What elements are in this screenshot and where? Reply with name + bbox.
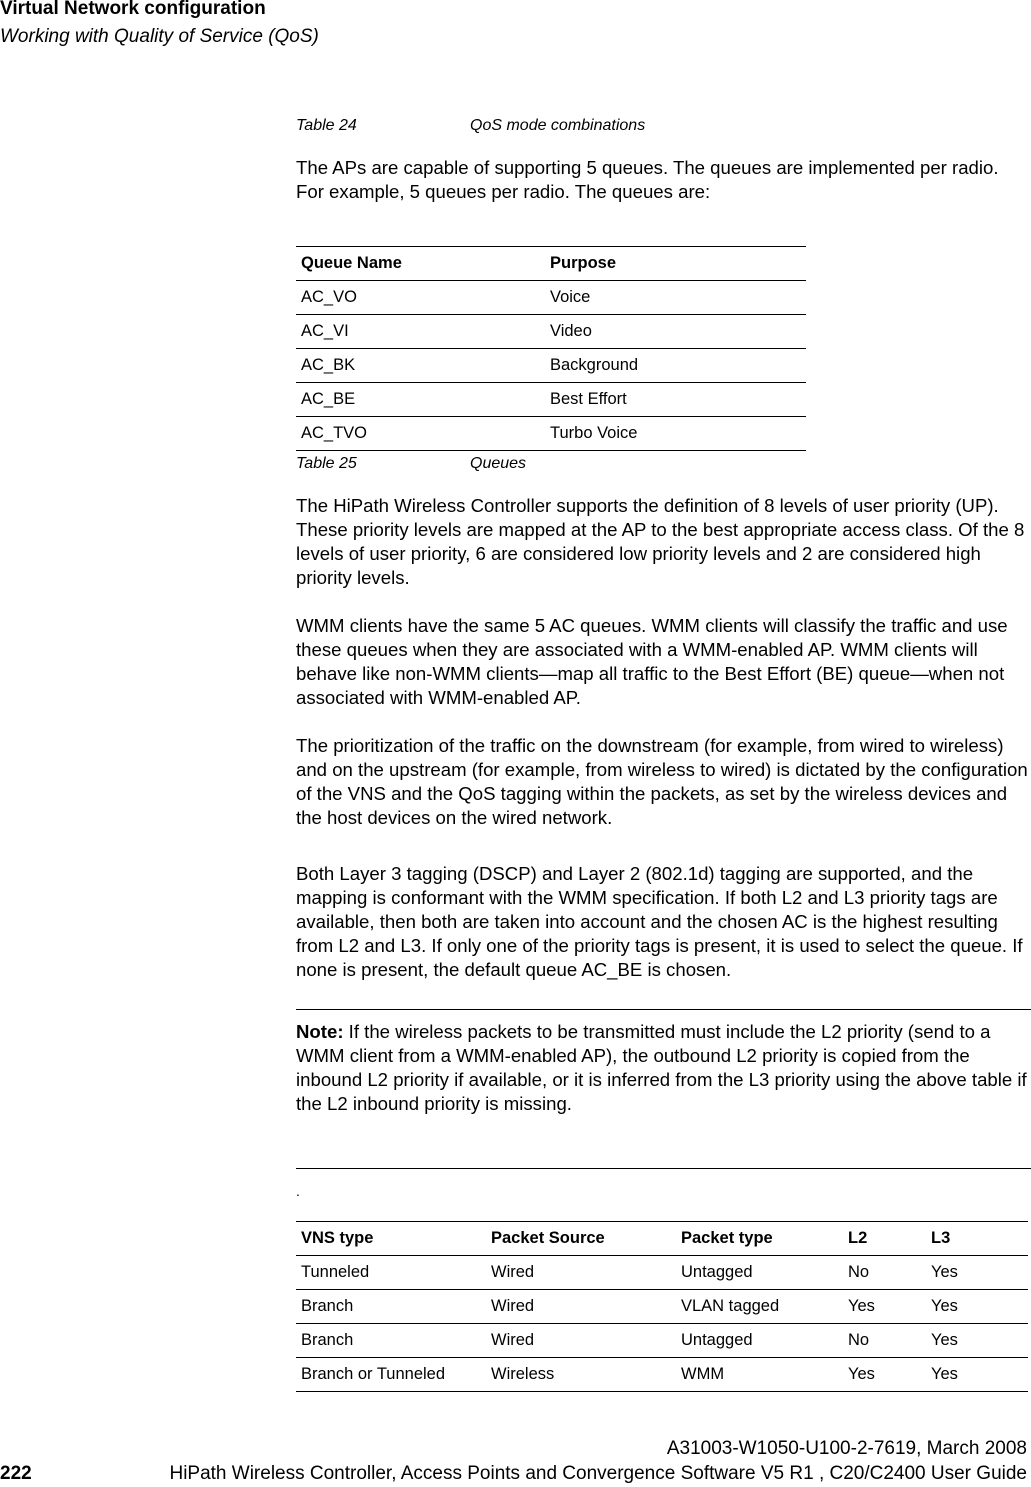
- table-cell: Branch: [296, 1290, 486, 1324]
- paragraph-wmm-clients: WMM clients have the same 5 AC queues. WMM clients will classify the traffic and use these queues when they are associated with a WMM-enabled AP. WMM clients will behave like non-WMM clients—map all traffic to the Best Effort (BE) queue—when not associated with WMM-enabled AP.: [296, 615, 1008, 708]
- column-header: Purpose: [545, 247, 806, 281]
- running-header-title: Virtual Network configuration: [0, 0, 266, 19]
- column-header: L2: [843, 1222, 926, 1256]
- table-header-row: [296, 247, 806, 281]
- table-cell: Yes: [926, 1256, 1028, 1290]
- table-cell: Yes: [843, 1290, 926, 1324]
- table-cell: Voice: [545, 281, 806, 315]
- note-block: [296, 1020, 1031, 1116]
- table-cell: AC_VO: [296, 281, 545, 315]
- table-cell: AC_VI: [296, 315, 545, 349]
- table-cell: Best Effort: [545, 383, 806, 417]
- caption-title: QoS mode combinations: [470, 117, 646, 134]
- paragraph-tagging: Both Layer 3 tagging (DSCP) and Layer 2 (802.1d) tagging are supported, and the mapping is conformant with the WMM specification. If both L2 and L3 priority tags are available, then both are taken into account and the chosen AC is the highest resulting from L2 and L3. If only one of the priority tags is present, it is used to select the queue. If none is present, the default queue AC_BE is chosen.: [296, 863, 1023, 980]
- stray-period: .: [296, 1183, 300, 1199]
- table-cell: AC_TVO: [296, 417, 545, 451]
- table-cell: Wireless: [486, 1358, 676, 1392]
- table-cell: Wired: [486, 1290, 676, 1324]
- caption-label: Table 25: [296, 455, 357, 472]
- table-cell: No: [843, 1324, 926, 1358]
- table-cell: Yes: [843, 1358, 926, 1392]
- table-cell: Untagged: [676, 1256, 843, 1290]
- running-header-subtitle: Working with Quality of Service (QoS): [0, 26, 319, 47]
- table-24-caption: [296, 117, 645, 135]
- table-cell: AC_BE: [296, 383, 545, 417]
- note-top-rule: [296, 1009, 1031, 1010]
- table-row: [296, 417, 806, 451]
- note-label: Note:: [296, 1021, 344, 1042]
- table-row: [296, 315, 806, 349]
- table-cell: Wired: [486, 1324, 676, 1358]
- table-25-caption: [296, 455, 526, 473]
- table-row: [296, 281, 806, 315]
- table-row: [296, 1290, 1028, 1324]
- table-row: [296, 1324, 1028, 1358]
- table-row: [296, 383, 806, 417]
- table-cell: Branch: [296, 1324, 486, 1358]
- column-header: VNS type: [296, 1222, 486, 1256]
- table-cell: Yes: [926, 1324, 1028, 1358]
- page-number: 222: [0, 1463, 32, 1484]
- table-cell: Video: [545, 315, 806, 349]
- paragraph-queues-intro: The APs are capable of supporting 5 queues. The queues are implemented per radio. For example, 5 queues per radio. The queues are:: [296, 157, 999, 202]
- table-cell: Background: [545, 349, 806, 383]
- column-header: Packet Source: [486, 1222, 676, 1256]
- footer-guide-title: HiPath Wireless Controller, Access Points and Convergence Software V5 R1 , C20/C2400 User Guide: [169, 1463, 1027, 1484]
- table-cell: Turbo Voice: [545, 417, 806, 451]
- table-cell: No: [843, 1256, 926, 1290]
- queues-table: [296, 246, 806, 451]
- table-cell: AC_BK: [296, 349, 545, 383]
- table-row: [296, 349, 806, 383]
- column-header: L3: [926, 1222, 1028, 1256]
- column-header: Packet type: [676, 1222, 843, 1256]
- vns-table: [296, 1221, 1028, 1392]
- table-cell: Tunneled: [296, 1256, 486, 1290]
- caption-label: Table 24: [296, 117, 357, 134]
- table-row: [296, 1256, 1028, 1290]
- footer-doc-id: A31003-W1050-U100-2-7619, March 2008: [666, 1438, 1027, 1459]
- table-cell: Yes: [926, 1358, 1028, 1392]
- table-cell: Untagged: [676, 1324, 843, 1358]
- note-text: If the wireless packets to be transmitted must include the L2 priority (send to a WMM client from a WMM-enabled AP), the outbound L2 priority is copied from the inbound L2 priority if available, or it is inferred from the L3 priority using the above table if the L2 inbound priority is missing.: [296, 1021, 1027, 1114]
- table-cell: Branch or Tunneled: [296, 1358, 486, 1392]
- note-bottom-rule: [296, 1168, 1031, 1169]
- table-header-row: [296, 1222, 1028, 1256]
- table-cell: WMM: [676, 1358, 843, 1392]
- paragraph-user-priority: The HiPath Wireless Controller supports the definition of 8 levels of user priority (UP). These priority levels are mapped at the AP to the best appropriate access class. Of the 8 levels of user priority, 6 are considered low priority levels and 2 are considered high priority levels.: [296, 495, 1025, 588]
- table-cell: VLAN tagged: [676, 1290, 843, 1324]
- table-cell: Yes: [926, 1290, 1028, 1324]
- caption-title: Queues: [470, 455, 527, 472]
- table-cell: Wired: [486, 1256, 676, 1290]
- table-row: [296, 1358, 1028, 1392]
- paragraph-prioritization: The prioritization of the traffic on the downstream (for example, from wired to wireless) and on the upstream (for example, from wireless to wired) is dictated by the configuration of the VNS and the QoS tagging within the packets, as set by the wireless devices and the host devices on the wired network.: [296, 735, 1028, 828]
- column-header: Queue Name: [296, 247, 545, 281]
